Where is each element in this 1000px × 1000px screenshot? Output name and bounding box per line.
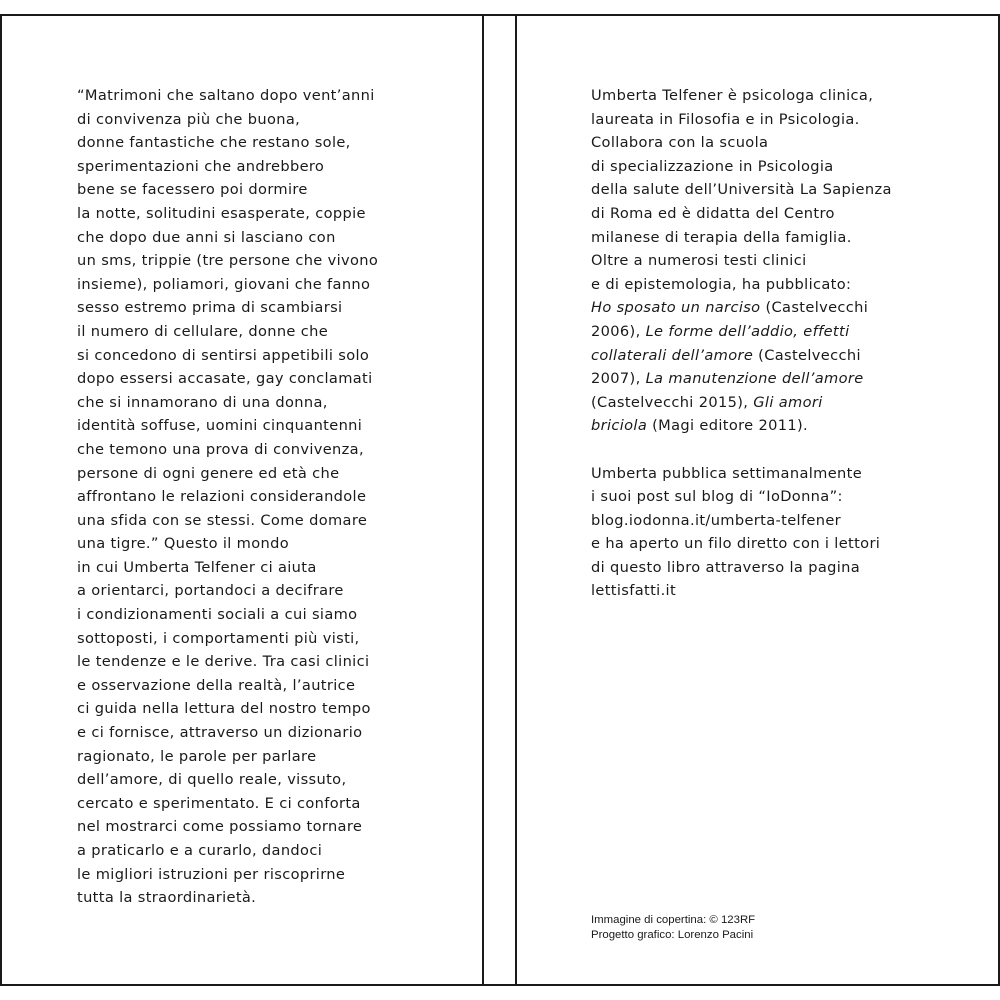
bio-line: Collabora con la scuola (591, 134, 769, 152)
synopsis-line: identità soffuse, uomini cinquantenni (77, 417, 363, 435)
bio-line: di Roma ed è didatta del Centro (591, 204, 835, 222)
synopsis-line: ci guida nella lettura del nostro tempo (77, 700, 371, 718)
synopsis-line: la notte, solitudini esasperate, coppie (77, 204, 366, 222)
book-title: briciola (591, 417, 648, 435)
bio-line: laureata in Filosofia e in Psicologia. (591, 110, 860, 128)
paragraph-gap (591, 438, 892, 462)
synopsis-line: i condizionamenti sociali a cui siamo (77, 606, 358, 624)
synopsis-line: tutta la straordinarietà. (77, 889, 257, 907)
blog-line: di questo libro attraverso la pagina (591, 558, 861, 576)
synopsis-line: di convivenza più che buona, (77, 110, 301, 128)
bio-line: di specializzazione in Psicologia (591, 157, 834, 175)
bio-line (591, 344, 892, 368)
synopsis-line: sottoposti, i comportamenti più visti, (77, 629, 360, 647)
cover-image-credit: Immagine di copertina: © 123RF (591, 914, 756, 926)
synopsis-line: e osservazione della realtà, l’autrice (77, 676, 356, 694)
blog-line: lettisfatti.it (591, 582, 677, 600)
author-bio (591, 84, 892, 603)
blog-line: i suoi post sul blog di “IoDonna”: (591, 488, 843, 506)
synopsis-line: nel mostrarci come possiamo tornare (77, 818, 363, 836)
blog-line: Umberta pubblica settimanalmente (591, 464, 863, 482)
synopsis-line: donne fantastiche che restano sole, (77, 134, 351, 152)
book-title: Le forme dell’addio, effetti (640, 322, 850, 340)
book-title: La manutenzione dell’amore (640, 370, 864, 388)
blog-line: e ha aperto un filo diretto con i lettori (591, 535, 881, 553)
book-title: Ho sposato un narciso (591, 299, 761, 317)
publisher-info: (Castelvecchi (760, 299, 869, 317)
publisher-info: (Magi editore 2011). (647, 417, 809, 435)
synopsis-line: un sms, trippie (tre persone che vivono (77, 252, 379, 270)
blog-line: blog.iodonna.it/umberta-telfener (591, 511, 842, 529)
publisher-info: 2007), (591, 370, 641, 388)
synopsis-line: una tigre.” Questo il mondo (77, 535, 290, 553)
synopsis-line: il numero di cellulare, donne che (77, 322, 329, 340)
publisher-info: (Castelvecchi 2015), (591, 393, 749, 411)
synopsis-line: a orientarci, portandoci a decifrare (77, 582, 344, 600)
bio-line (591, 391, 892, 415)
synopsis-line: e ci fornisce, attraverso un dizionario (77, 724, 363, 742)
synopsis-line: dell’amore, di quello reale, vissuto, (77, 771, 347, 789)
synopsis-line: cercato e sperimentato. E ci conforta (77, 794, 361, 812)
synopsis-line: a praticarlo e a curarlo, dandoci (77, 842, 323, 859)
synopsis-line: le migliori istruzioni per riscoprirne (77, 865, 346, 883)
synopsis-line: insieme), poliamori, giovani che fanno (77, 275, 371, 293)
bio-line (591, 414, 892, 438)
synopsis-line: che si innamorano di una donna, (77, 393, 328, 411)
synopsis-line: affrontano le relazioni considerandole (77, 488, 367, 506)
blog-paragraph (591, 462, 892, 604)
book-title: collaterali dell’amore (591, 346, 754, 364)
synopsis-line: bene se facessero poi dormire (77, 181, 308, 199)
bio-line: Umberta Telfener è psicologa clinica, (591, 87, 874, 104)
synopsis-line: sperimentazioni che andrebbero (77, 157, 325, 175)
credits (591, 913, 755, 943)
bio-line: milanese di terapia della famiglia. (591, 228, 852, 246)
publisher-info: (Castelvecchi (753, 346, 861, 364)
bio-line: della salute dell’Università La Sapienza (591, 181, 892, 199)
synopsis-line: una sfida con se stessi. Come domare (77, 511, 368, 529)
fold-line-left (482, 14, 484, 986)
bio-line (591, 320, 892, 344)
synopsis-line: in cui Umberta Telfener ci aiuta (77, 558, 317, 576)
book-title: Gli amori (748, 393, 823, 411)
synopsis-line: dopo essersi accasate, gay conclamati (77, 370, 373, 388)
bio-line: Oltre a numerosi testi clinici (591, 252, 807, 270)
synopsis-line: ragionato, le parole per parlare (77, 747, 317, 765)
fold-line-right (515, 14, 517, 986)
synopsis-line: sesso estremo prima di scambiarsi (77, 299, 343, 317)
graphic-design-credit: Progetto grafico: Lorenzo Pacini (591, 929, 754, 941)
synopsis-line: le tendenze e le derive. Tra casi clinici (77, 653, 370, 671)
publisher-info: 2006), (591, 322, 641, 340)
synopsis-text (77, 84, 378, 910)
synopsis-line: “Matrimoni che saltano dopo vent’anni (77, 87, 375, 104)
bio-line: e di epistemologia, ha pubblicato: (591, 275, 852, 293)
bio-line (591, 367, 892, 391)
synopsis-line: persone di ogni genere ed età che (77, 464, 340, 482)
synopsis-line: che temono una prova di convivenza, (77, 440, 364, 458)
bio-line (591, 296, 892, 320)
synopsis-line: che dopo due anni si lasciano con (77, 228, 336, 246)
synopsis-line: si concedono di sentirsi appetibili solo (77, 346, 370, 364)
